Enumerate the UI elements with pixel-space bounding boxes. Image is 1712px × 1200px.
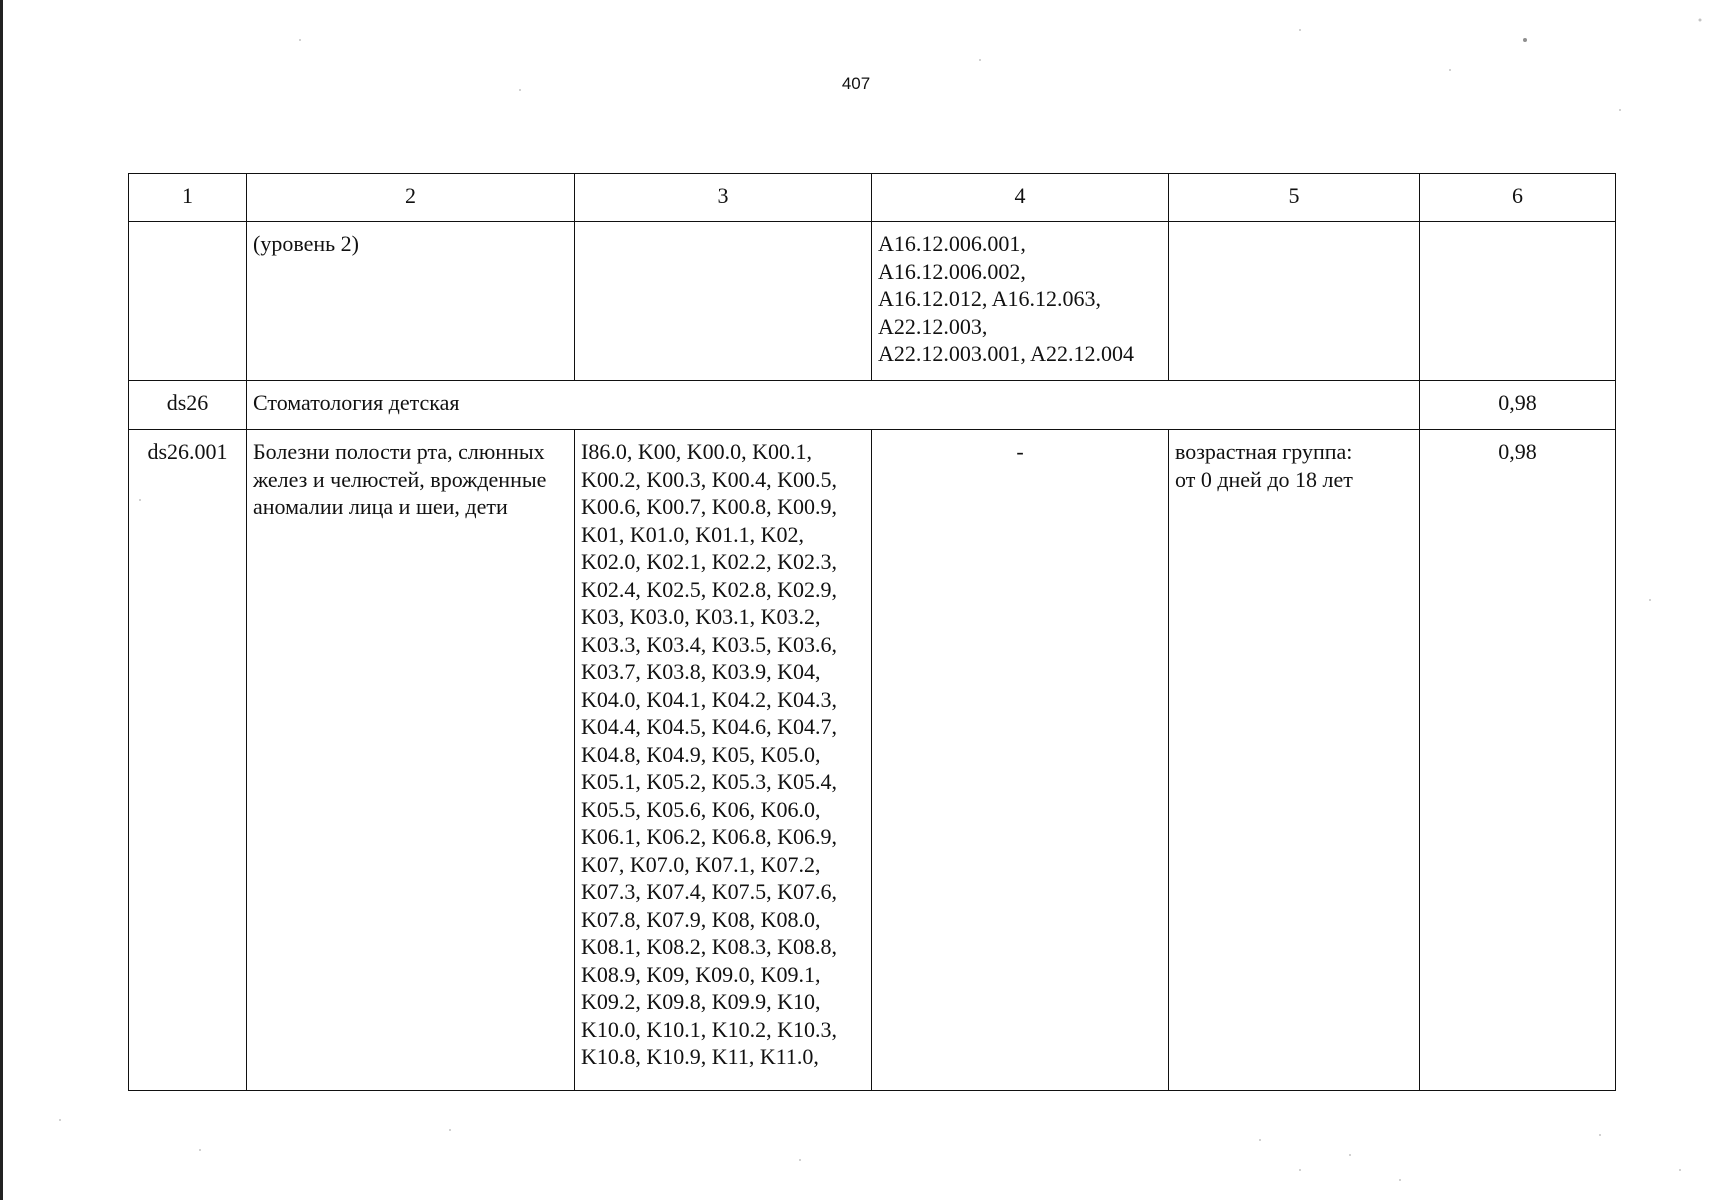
header-cell-3: 3 <box>575 174 872 222</box>
row-code-cell <box>129 222 247 381</box>
row-criteria-cell <box>1169 222 1420 381</box>
row-diagnosis-codes-cell <box>575 222 872 381</box>
row-service-codes-cell: - <box>872 430 1169 1091</box>
table-row <box>129 430 1616 1091</box>
header-cell-4: 4 <box>872 174 1169 222</box>
row-name-cell: (уровень 2) <box>247 222 575 381</box>
table-header-row <box>129 174 1616 222</box>
table-row-section <box>129 381 1616 430</box>
row-coefficient-cell: 0,98 <box>1420 430 1616 1091</box>
row-criteria-cell: возрастная группа: от 0 дней до 18 лет <box>1169 430 1420 1091</box>
scan-left-edge <box>0 0 3 1200</box>
page-number: 407 <box>841 74 871 93</box>
header-cell-1: 1 <box>129 174 247 222</box>
section-name-cell: Стоматология детская <box>247 381 1420 430</box>
row-name-cell: Болезни полости рта, слюнных желез и челюстей, врожденные аномалии лица и шеи, дети <box>247 430 575 1091</box>
table-row <box>129 222 1616 381</box>
row-service-codes-cell: A16.12.006.001, A16.12.006.002, A16.12.012, A16.12.063, A22.12.003, A22.12.003.001, A22.12.004 <box>872 222 1169 381</box>
header-cell-5: 5 <box>1169 174 1420 222</box>
tariff-table <box>128 173 1616 1091</box>
header-cell-2: 2 <box>247 174 575 222</box>
header-cell-6: 6 <box>1420 174 1616 222</box>
section-coefficient-cell: 0,98 <box>1420 381 1616 430</box>
section-code-cell: ds26 <box>129 381 247 430</box>
row-diagnosis-codes-cell: I86.0, K00, K00.0, K00.1, K00.2, K00.3, K00.4, K00.5, K00.6, K00.7, K00.8, K00.9, K01, K01.0, K01.1, K02, K02.0, K02.1, K02.2, K02.3, K02.4, K02.5, K02.8, K02.9, K03, K03.0, K03.1, K03.2, K03.3, K03.4, K03.5, K03.6, K03.7, K03.8, K03.9, K04, K04.0, K04.1, K04.2, K04.3, K04.4, K04.5, K04.6, K04.7, K04.8, K04.9, K05, K05.0, K05.1, K05.2, K05.3, K05.4, K05.5, K05.6, K06, K06.0, K06.1, K06.2, K06.8, K06.9, K07, K07.0, K07.1, K07.2, K07.3, K07.4, K07.5, K07.6, K07.8, K07.9, K08, K08.0, K08.1, K08.2, K08.3, K08.8, K08.9, K09, K09.0, K09.1, K09.2, K09.8, K09.9, K10, K10.0, K10.1, K10.2, K10.3, K10.8, K10.9, K11, K11.0, <box>575 430 872 1091</box>
row-code-cell: ds26.001 <box>129 430 247 1091</box>
row-coefficient-cell <box>1420 222 1616 381</box>
